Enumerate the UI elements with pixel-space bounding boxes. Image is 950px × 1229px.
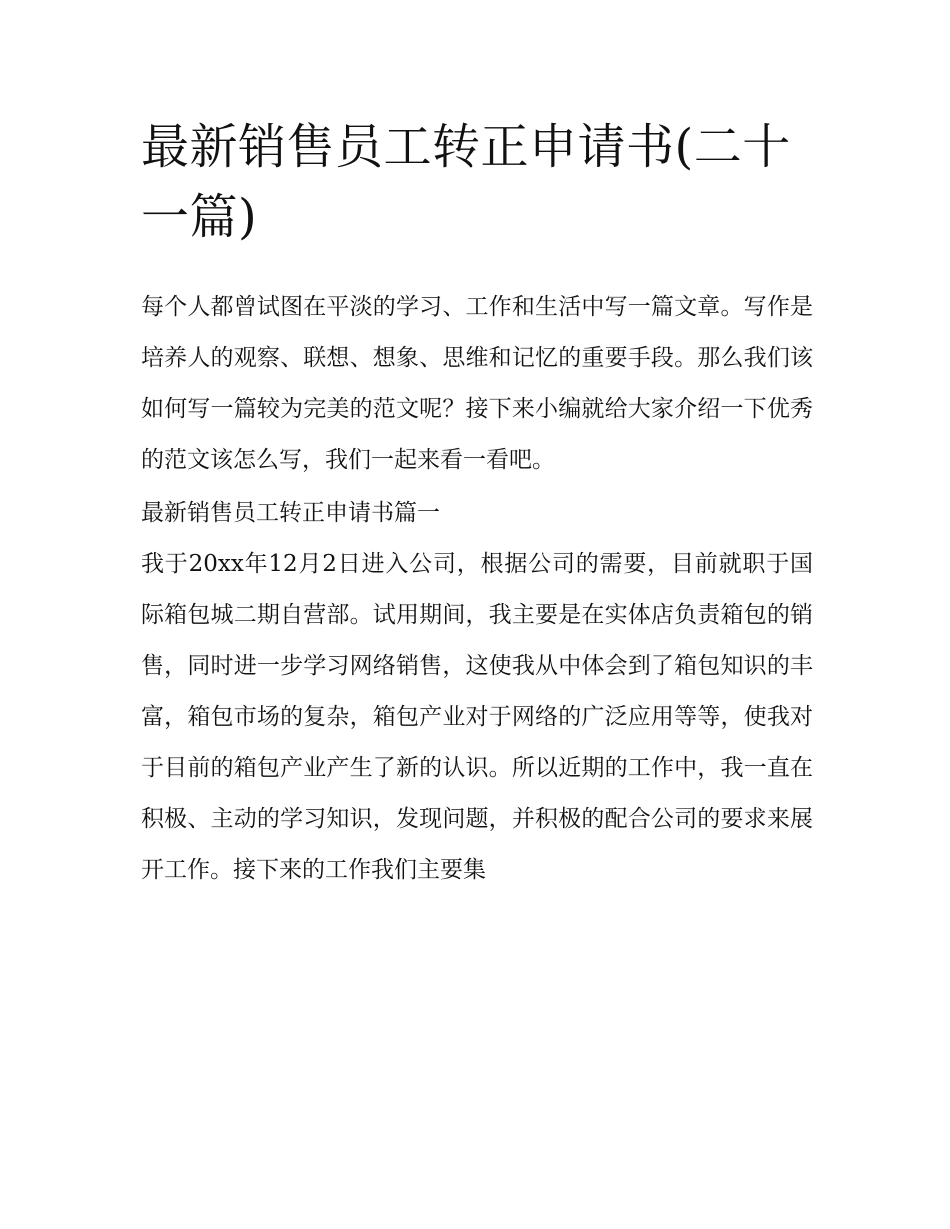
body-paragraph: 我于20xx年12月2日进入公司，根据公司的需要，目前就职于国际箱包城二期自营部。试用期间，我主要是在实体店负责箱包的销售，同时进一步学习网络销售，这使我从中体会到了箱包知识的丰富，箱包市场的复杂，箱包产业对于网络的广泛应用等等，使我对于目前的箱包产业产生了新的认识。所以近期的工作中，我一直在积极、主动的学习知识，发现问题，并积极的配合公司的要求来展开工作。接下来的工作我们主要集 <box>141 551 813 883</box>
document-title: 最新销售员工转正申请书(二十一篇) <box>141 119 791 245</box>
section-heading: 最新销售员工转正申请书篇一 <box>141 500 440 526</box>
document-page <box>141 112 813 896</box>
intro-paragraph: 每个人都曾试图在平淡的学习、工作和生活中写一篇文章。写作是培养人的观察、联想、想象、思维和记忆的重要手段。那么我们该如何写一篇较为完美的范文呢？接下来小编就给大家介绍一下优秀的范文该怎么写，我们一起来看一看吧。 <box>141 294 813 473</box>
